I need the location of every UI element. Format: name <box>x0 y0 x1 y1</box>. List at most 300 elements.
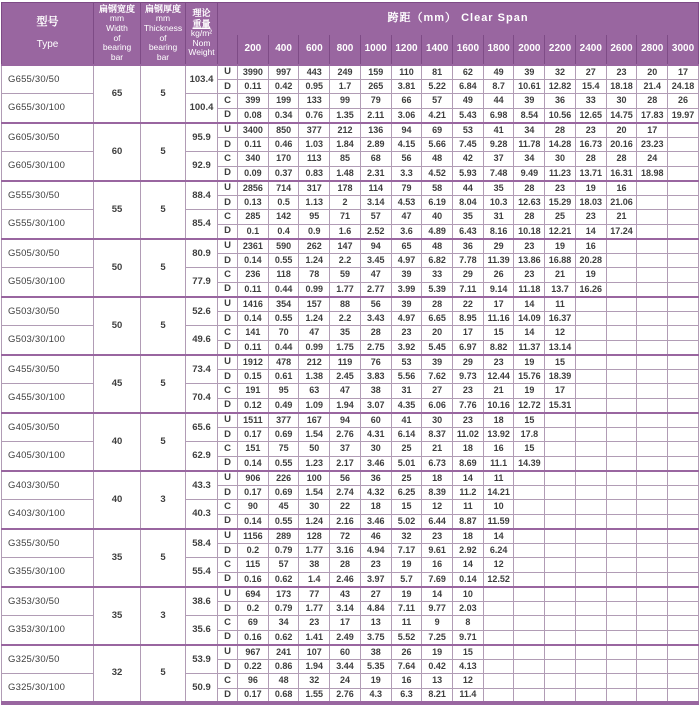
load-value-cell <box>545 688 576 703</box>
row-letter-cell: D <box>218 427 238 442</box>
load-value-cell: 8.39 <box>422 485 453 500</box>
load-value-cell: 0.44 <box>268 340 299 355</box>
load-value-cell: 0.79 <box>268 601 299 616</box>
load-value-cell: 5.22 <box>422 79 453 94</box>
load-value-cell: 15.4 <box>575 79 606 94</box>
load-value-cell: 14.75 <box>606 108 637 123</box>
load-value-cell: 2 <box>330 195 361 210</box>
row-letter-cell: C <box>218 558 238 573</box>
load-value-cell: 34 <box>268 616 299 631</box>
load-value-cell <box>483 645 514 660</box>
table-row <box>2 297 699 312</box>
load-value-cell: 8.37 <box>422 427 453 442</box>
load-value-cell: 13.71 <box>575 166 606 181</box>
load-value-cell <box>514 543 545 558</box>
load-value-cell: 12.44 <box>483 369 514 384</box>
weight-cell: 40.3 <box>186 500 218 529</box>
load-value-cell: 9.77 <box>422 601 453 616</box>
load-value-cell <box>483 688 514 703</box>
load-value-cell <box>668 427 699 442</box>
load-value-cell <box>575 616 606 631</box>
load-value-cell: 36 <box>360 471 391 486</box>
load-value-cell: 24.18 <box>668 79 699 94</box>
load-value-cell <box>514 514 545 529</box>
load-value-cell <box>668 311 699 326</box>
load-value-cell: 10.18 <box>514 224 545 239</box>
row-letter-cell: C <box>218 442 238 457</box>
load-value-cell: 0.68 <box>268 688 299 703</box>
load-value-cell: 13.86 <box>514 253 545 268</box>
load-value-cell: 8 <box>453 616 484 631</box>
load-value-cell: 15 <box>483 326 514 341</box>
load-value-cell <box>637 224 668 239</box>
load-value-cell <box>668 137 699 152</box>
load-value-cell <box>545 558 576 573</box>
weight-cell: 50.9 <box>186 674 218 703</box>
load-value-cell <box>637 369 668 384</box>
load-value-cell: 0.17 <box>238 688 269 703</box>
col-header-weight: 理论 重量 kg/m² Nom Weight <box>186 3 218 65</box>
load-value-cell: 11.59 <box>483 514 514 529</box>
load-value-cell: 2.46 <box>330 572 361 587</box>
load-value-cell: 16 <box>606 181 637 196</box>
load-value-cell <box>575 297 606 312</box>
load-value-cell <box>606 616 637 631</box>
load-value-cell <box>606 645 637 660</box>
load-value-cell <box>545 674 576 689</box>
load-value-cell: 1511 <box>238 413 269 428</box>
load-value-cell <box>606 326 637 341</box>
load-value-cell: 44 <box>483 94 514 109</box>
load-value-cell: 53 <box>391 355 422 370</box>
thickness-cell: 5 <box>141 355 186 413</box>
load-value-cell: 13 <box>360 616 391 631</box>
load-value-cell: 0.55 <box>268 253 299 268</box>
load-value-cell: 1.4 <box>299 572 330 587</box>
load-value-cell: 79 <box>391 181 422 196</box>
load-value-cell: 7.45 <box>453 137 484 152</box>
load-value-cell: 0.2 <box>238 543 269 558</box>
load-value-cell: 48 <box>268 674 299 689</box>
load-value-cell: 66 <box>391 94 422 109</box>
load-value-cell <box>668 659 699 674</box>
load-value-cell: 35 <box>330 326 361 341</box>
table-row <box>2 355 699 370</box>
load-value-cell: 7.69 <box>422 572 453 587</box>
weight-cell: 53.9 <box>186 645 218 674</box>
load-value-cell <box>606 587 637 602</box>
row-letter-cell: D <box>218 630 238 645</box>
col-header-type-en: Type <box>36 38 59 50</box>
load-value-cell: 9.71 <box>453 630 484 645</box>
width-cell: 40 <box>94 413 141 471</box>
load-value-cell: 11.1 <box>483 456 514 471</box>
load-value-cell: 7.11 <box>453 282 484 297</box>
load-value-cell: 29 <box>453 268 484 283</box>
type-cell: G655/30/50 <box>2 65 94 94</box>
load-value-cell: 317 <box>299 181 330 196</box>
load-value-cell <box>637 500 668 515</box>
load-value-cell <box>606 398 637 413</box>
load-value-cell: 1.54 <box>299 427 330 442</box>
load-value-cell: 11.37 <box>514 340 545 355</box>
load-value-cell <box>575 355 606 370</box>
load-value-cell: 2.76 <box>330 427 361 442</box>
type-cell: G325/30/50 <box>2 645 94 674</box>
load-value-cell: 340 <box>238 152 269 167</box>
load-value-cell <box>575 543 606 558</box>
load-value-cell <box>637 659 668 674</box>
load-value-cell: 13.14 <box>545 340 576 355</box>
load-value-cell: 19 <box>360 674 391 689</box>
load-value-cell <box>514 674 545 689</box>
load-value-cell: 14 <box>575 224 606 239</box>
load-value-cell: 50 <box>299 442 330 457</box>
load-value-cell: 1.24 <box>299 253 330 268</box>
load-value-cell: 49 <box>453 94 484 109</box>
row-letter-cell: C <box>218 152 238 167</box>
load-value-cell: 4.3 <box>360 688 391 703</box>
load-value-cell: 10.3 <box>483 195 514 210</box>
load-value-cell <box>514 471 545 486</box>
load-value-cell <box>606 601 637 616</box>
load-value-cell: 35 <box>453 210 484 225</box>
load-value-cell: 3.16 <box>330 543 361 558</box>
load-value-cell <box>668 355 699 370</box>
load-value-cell: 5.7 <box>391 572 422 587</box>
row-letter-cell: D <box>218 108 238 123</box>
load-value-cell: 42 <box>453 152 484 167</box>
load-value-cell: 28 <box>575 152 606 167</box>
load-value-cell <box>606 427 637 442</box>
load-value-cell <box>606 311 637 326</box>
load-value-cell: 0.09 <box>238 166 269 181</box>
load-value-cell: 14 <box>483 529 514 544</box>
load-value-cell: 39 <box>391 268 422 283</box>
load-value-cell: 0.13 <box>238 195 269 210</box>
load-value-cell: 9.14 <box>483 282 514 297</box>
row-letter-cell: C <box>218 674 238 689</box>
load-value-cell: 997 <box>268 65 299 80</box>
thickness-cell: 3 <box>141 587 186 645</box>
load-value-cell: 24 <box>330 674 361 689</box>
load-value-cell <box>545 514 576 529</box>
load-value-cell: 10.16 <box>483 398 514 413</box>
load-value-cell: 0.4 <box>268 224 299 239</box>
load-value-cell <box>575 529 606 544</box>
load-value-cell: 11.2 <box>453 485 484 500</box>
load-value-cell: 5.56 <box>391 369 422 384</box>
load-value-cell <box>668 630 699 645</box>
type-cell: G555/30/50 <box>2 181 94 210</box>
load-value-cell <box>668 282 699 297</box>
load-value-cell <box>575 659 606 674</box>
load-value-cell: 1.94 <box>299 659 330 674</box>
load-value-cell: 6.44 <box>422 514 453 529</box>
load-value-cell <box>668 340 699 355</box>
load-value-cell: 62 <box>453 65 484 80</box>
table-row <box>2 65 699 80</box>
load-value-cell: 14.39 <box>514 456 545 471</box>
load-capacity-table <box>1 2 699 705</box>
load-value-cell <box>668 384 699 399</box>
load-value-cell <box>545 529 576 544</box>
load-value-cell: 18.39 <box>545 369 576 384</box>
load-value-cell <box>668 616 699 631</box>
load-value-cell: 57 <box>268 558 299 573</box>
load-value-cell: 20 <box>637 65 668 80</box>
load-value-cell <box>637 253 668 268</box>
load-value-cell: 5.02 <box>391 514 422 529</box>
load-value-cell: 56 <box>391 152 422 167</box>
load-value-cell: 70 <box>268 326 299 341</box>
load-value-cell <box>606 442 637 457</box>
row-letter-cell: C <box>218 384 238 399</box>
load-value-cell: 19 <box>422 645 453 660</box>
load-value-cell: 142 <box>268 210 299 225</box>
load-value-cell: 8.82 <box>483 340 514 355</box>
span-header-cell: 800 <box>330 35 361 65</box>
load-value-cell: 5.66 <box>422 137 453 152</box>
load-value-cell: 47 <box>391 210 422 225</box>
table-row <box>2 529 699 544</box>
load-value-cell: 1.48 <box>330 166 361 181</box>
load-value-cell: 95 <box>268 384 299 399</box>
load-value-cell: 21.06 <box>606 195 637 210</box>
row-letter-cell: D <box>218 253 238 268</box>
load-value-cell: 18 <box>483 413 514 428</box>
weight-cell: 92.9 <box>186 152 218 181</box>
load-value-cell: 16.31 <box>606 166 637 181</box>
load-value-cell: 0.42 <box>268 79 299 94</box>
width-cell: 32 <box>94 645 141 703</box>
load-value-cell: 0.55 <box>268 311 299 326</box>
load-value-cell <box>545 500 576 515</box>
load-value-cell: 94 <box>330 413 361 428</box>
row-letter-cell: D <box>218 311 238 326</box>
load-value-cell: 191 <box>238 384 269 399</box>
row-letter-cell: U <box>218 529 238 544</box>
load-value-cell: 15 <box>514 442 545 457</box>
load-value-cell <box>575 384 606 399</box>
load-value-cell: 58 <box>422 181 453 196</box>
load-value-cell: 33 <box>575 94 606 109</box>
load-value-cell: 2.2 <box>330 253 361 268</box>
thickness-cell: 5 <box>141 529 186 587</box>
load-value-cell: 23 <box>514 239 545 254</box>
load-value-cell: 30 <box>360 442 391 457</box>
load-value-cell: 46 <box>360 529 391 544</box>
load-value-cell: 30 <box>299 500 330 515</box>
load-value-cell: 1.54 <box>299 485 330 500</box>
load-value-cell: 1.77 <box>330 282 361 297</box>
load-value-cell: 0.99 <box>299 282 330 297</box>
load-value-cell <box>514 587 545 602</box>
width-cell: 40 <box>94 471 141 529</box>
load-table-body <box>2 65 699 703</box>
weight-cell: 65.6 <box>186 413 218 442</box>
load-value-cell <box>668 456 699 471</box>
load-value-cell: 2.03 <box>453 601 484 616</box>
load-value-cell: 16.88 <box>545 253 576 268</box>
load-value-cell: 0.76 <box>299 108 330 123</box>
load-value-cell <box>668 195 699 210</box>
load-value-cell: 15.31 <box>545 398 576 413</box>
load-value-cell: 3.06 <box>391 108 422 123</box>
row-letter-cell: D <box>218 688 238 703</box>
load-value-cell <box>606 485 637 500</box>
row-letter-cell: C <box>218 326 238 341</box>
row-letter-cell: D <box>218 224 238 239</box>
load-value-cell <box>606 529 637 544</box>
thickness-cell: 5 <box>141 239 186 297</box>
load-value-cell: 23 <box>391 326 422 341</box>
weight-cell: 77.9 <box>186 268 218 297</box>
load-value-cell <box>514 645 545 660</box>
load-value-cell: 49 <box>483 65 514 80</box>
load-value-cell <box>637 268 668 283</box>
load-value-cell: 47 <box>330 384 361 399</box>
load-value-cell <box>637 572 668 587</box>
load-value-cell: 241 <box>268 645 299 660</box>
type-cell: G605/30/100 <box>2 152 94 181</box>
load-value-cell: 20.16 <box>606 137 637 152</box>
load-value-cell: 23 <box>422 529 453 544</box>
load-value-cell: 76 <box>360 355 391 370</box>
load-value-cell: 0.11 <box>238 282 269 297</box>
load-value-cell <box>606 558 637 573</box>
load-value-cell: 18 <box>453 442 484 457</box>
load-value-cell: 1.23 <box>299 456 330 471</box>
load-value-cell: 1912 <box>238 355 269 370</box>
load-value-cell: 967 <box>238 645 269 660</box>
load-value-cell: 0.17 <box>238 485 269 500</box>
load-value-cell: 0.14 <box>238 456 269 471</box>
load-value-cell: 285 <box>238 210 269 225</box>
load-value-cell: 20 <box>422 326 453 341</box>
load-value-cell: 289 <box>268 529 299 544</box>
row-letter-cell: U <box>218 239 238 254</box>
load-value-cell <box>575 456 606 471</box>
load-value-cell: 0.1 <box>238 224 269 239</box>
load-value-cell: 32 <box>545 65 576 80</box>
row-letter-cell: U <box>218 181 238 196</box>
load-value-cell: 35 <box>483 181 514 196</box>
load-value-cell: 11.4 <box>453 688 484 703</box>
load-value-cell: 69 <box>238 616 269 631</box>
load-value-cell <box>606 630 637 645</box>
load-value-cell: 478 <box>268 355 299 370</box>
type-cell: G505/30/50 <box>2 239 94 268</box>
load-value-cell: 9.73 <box>453 369 484 384</box>
row-letter-cell: C <box>218 94 238 109</box>
load-value-cell: 0.9 <box>299 224 330 239</box>
load-value-cell: 8.7 <box>483 79 514 94</box>
load-value-cell: 4.52 <box>422 166 453 181</box>
load-value-cell: 100 <box>299 471 330 486</box>
load-value-cell: 47 <box>299 326 330 341</box>
table-row <box>2 181 699 196</box>
load-value-cell <box>606 239 637 254</box>
load-value-cell <box>637 514 668 529</box>
row-letter-cell: U <box>218 123 238 138</box>
load-value-cell: 6.82 <box>422 253 453 268</box>
width-cell: 45 <box>94 355 141 413</box>
load-value-cell: 5.01 <box>391 456 422 471</box>
load-value-cell <box>575 645 606 660</box>
load-value-cell: 59 <box>330 268 361 283</box>
thickness-cell: 5 <box>141 645 186 703</box>
span-header-cell: 2800 <box>637 35 668 65</box>
load-value-cell: 136 <box>360 123 391 138</box>
load-value-cell: 850 <box>268 123 299 138</box>
load-value-cell: 17 <box>483 297 514 312</box>
weight-cell: 85.4 <box>186 210 218 239</box>
weight-cell: 43.3 <box>186 471 218 500</box>
load-value-cell: 9.28 <box>483 137 514 152</box>
load-value-cell: 4.15 <box>391 137 422 152</box>
load-value-cell: 0.49 <box>268 398 299 413</box>
load-value-cell <box>514 558 545 573</box>
type-cell: G503/30/50 <box>2 297 94 326</box>
load-value-cell: 85 <box>330 152 361 167</box>
load-value-cell <box>575 674 606 689</box>
load-value-cell <box>606 659 637 674</box>
load-value-cell: 36 <box>453 239 484 254</box>
load-value-cell: 69 <box>422 123 453 138</box>
load-value-cell: 3400 <box>238 123 269 138</box>
row-letter-cell: C <box>218 268 238 283</box>
load-value-cell: 0.44 <box>268 282 299 297</box>
load-value-cell: 14.28 <box>545 137 576 152</box>
type-cell: G405/30/100 <box>2 442 94 471</box>
load-value-cell: 157 <box>299 297 330 312</box>
load-value-cell <box>606 674 637 689</box>
load-value-cell: 32 <box>299 674 330 689</box>
load-value-cell <box>668 152 699 167</box>
load-value-cell: 1.41 <box>299 630 330 645</box>
load-value-cell: 13 <box>422 674 453 689</box>
load-value-cell: 1.55 <box>299 688 330 703</box>
load-value-cell: 45 <box>268 500 299 515</box>
load-value-cell: 2.92 <box>453 543 484 558</box>
load-value-cell <box>545 456 576 471</box>
load-value-cell <box>606 297 637 312</box>
row-letter-cell: U <box>218 413 238 428</box>
load-value-cell: 0.14 <box>238 253 269 268</box>
load-value-cell: 5.45 <box>422 340 453 355</box>
load-value-cell <box>514 529 545 544</box>
type-cell: G655/30/100 <box>2 94 94 123</box>
load-value-cell: 0.15 <box>238 369 269 384</box>
load-value-cell: 15 <box>514 413 545 428</box>
load-value-cell <box>637 616 668 631</box>
type-cell: G353/30/100 <box>2 616 94 645</box>
load-value-cell: 0.2 <box>238 601 269 616</box>
load-value-cell: 3990 <box>238 65 269 80</box>
load-value-cell <box>575 340 606 355</box>
load-value-cell: 114 <box>360 181 391 196</box>
span-header-cell: 1000 <box>360 35 391 65</box>
load-value-cell: 40 <box>422 210 453 225</box>
load-value-cell: 0.14 <box>453 572 484 587</box>
load-value-cell <box>637 311 668 326</box>
load-value-cell: 0.46 <box>268 137 299 152</box>
type-cell: G353/30/50 <box>2 587 94 616</box>
load-value-cell: 10.61 <box>514 79 545 94</box>
load-value-cell: 24 <box>637 152 668 167</box>
load-value-cell <box>637 340 668 355</box>
